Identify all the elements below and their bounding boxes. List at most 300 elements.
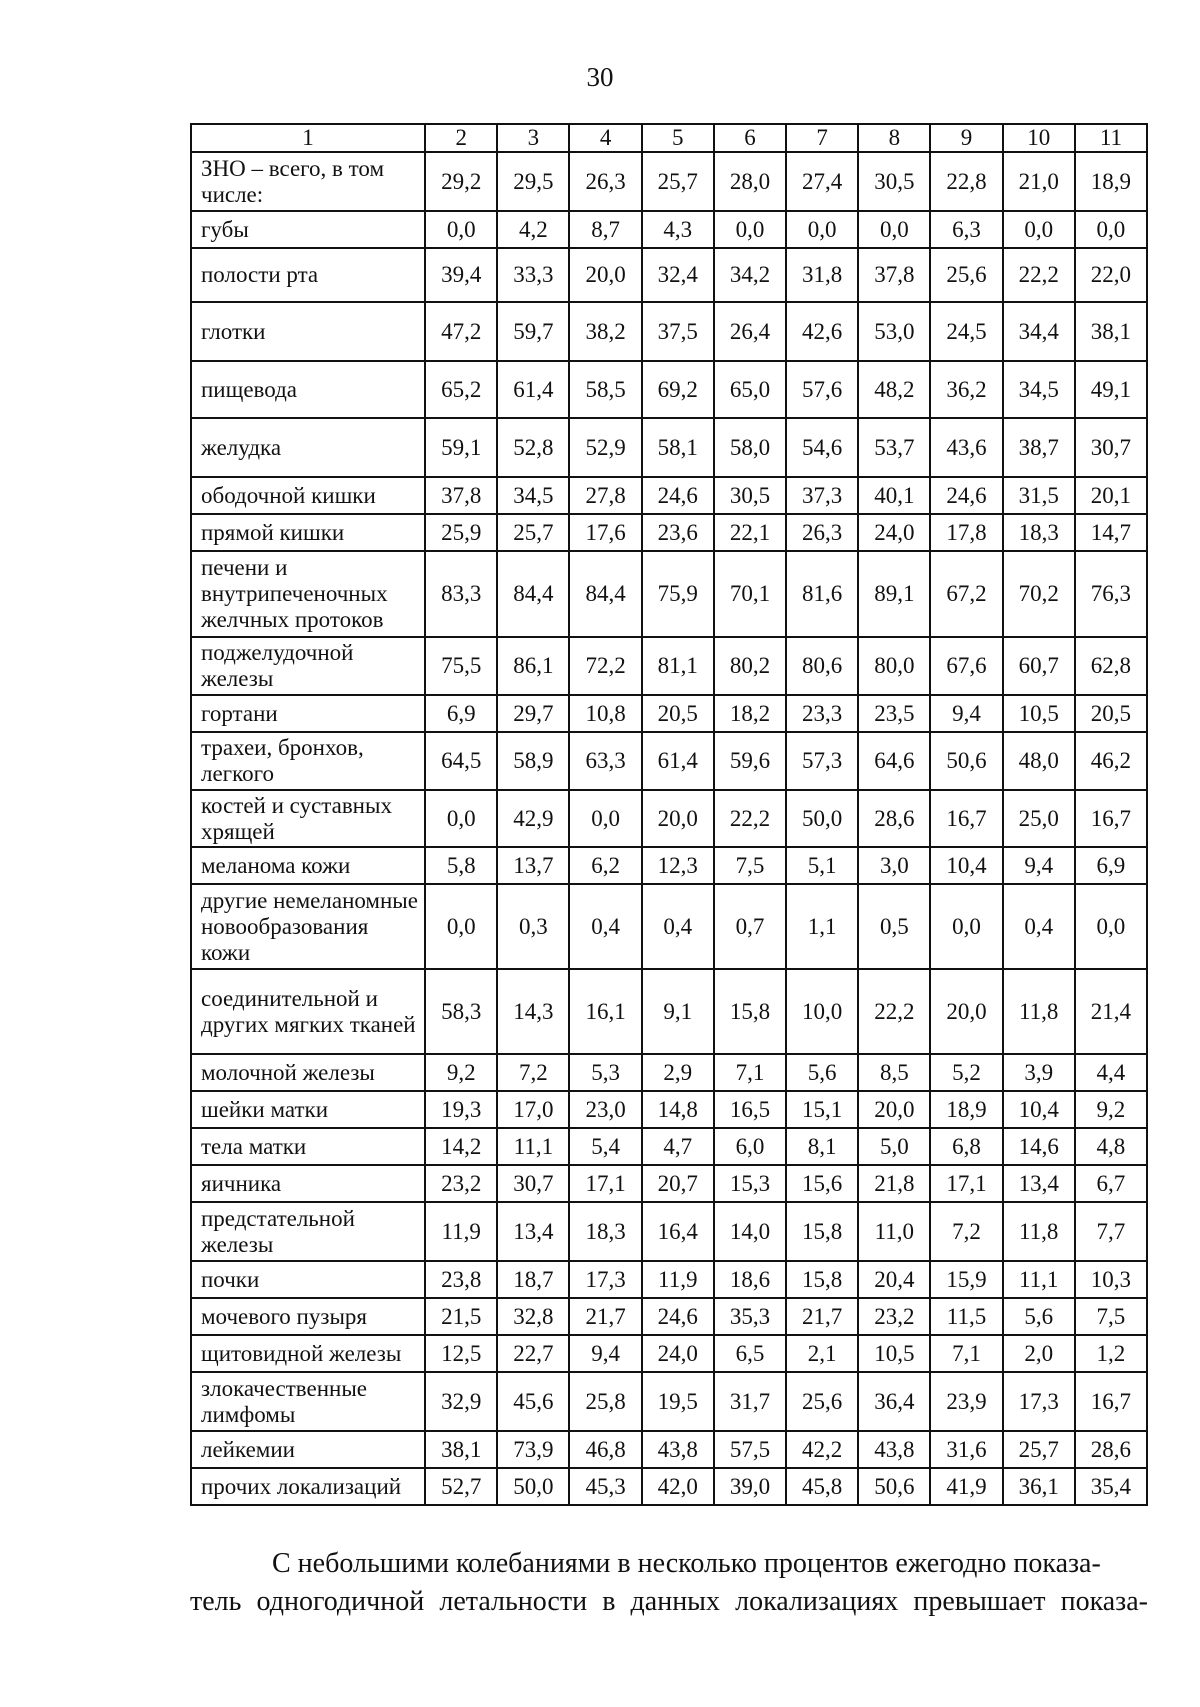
table-cell: 11,5 [930,1298,1002,1335]
table-cell: 24,6 [642,477,714,514]
table-cell: 12,5 [425,1335,497,1372]
table-row [191,847,1147,884]
table-cell: 83,3 [425,551,497,637]
table-cell: 28,0 [714,152,786,211]
table-cell: 18,3 [569,1202,641,1261]
table-cell: 17,1 [930,1165,1002,1202]
paragraph-line-1: С небольшими колебаниями в несколько процентов ежегодно показа- [272,1548,1101,1579]
row-label: щитовидной железы [191,1335,425,1372]
table-cell: 22,2 [714,790,786,847]
table-row [191,1091,1147,1128]
table-cell: 3,0 [858,847,930,884]
table-cell: 24,0 [858,514,930,551]
table-cell: 0,4 [642,884,714,969]
table-cell: 10,0 [786,969,858,1054]
table-row [191,695,1147,732]
table-cell: 9,4 [1003,847,1075,884]
table-cell: 19,3 [425,1091,497,1128]
table-cell: 15,8 [786,1202,858,1261]
table-cell: 23,9 [930,1372,1002,1431]
table-cell: 45,6 [497,1372,569,1431]
table-cell: 80,2 [714,637,786,695]
table-cell: 75,9 [642,551,714,637]
table-cell: 64,6 [858,732,930,790]
table-cell: 23,2 [858,1298,930,1335]
row-label: другие немеланомные новообразования кожи [191,884,425,969]
table-cell: 27,8 [569,477,641,514]
row-label: полости рта [191,248,425,302]
table-cell: 58,0 [714,418,786,477]
table-cell: 22,1 [714,514,786,551]
table-cell: 18,9 [930,1091,1002,1128]
table-cell: 0,0 [930,884,1002,969]
table-row [191,248,1147,302]
table-cell: 25,7 [497,514,569,551]
table-cell: 49,1 [1075,361,1147,418]
table-cell: 45,8 [786,1468,858,1505]
row-label: ЗНО – всего, в том числе: [191,152,425,211]
table-cell: 14,0 [714,1202,786,1261]
table-cell: 16,7 [1075,1372,1147,1431]
table-cell: 7,5 [1075,1298,1147,1335]
table-cell: 48,0 [1003,732,1075,790]
table-cell: 22,2 [1003,248,1075,302]
table-cell: 20,0 [642,790,714,847]
row-label: пищевода [191,361,425,418]
table-cell: 58,9 [497,732,569,790]
table-cell: 23,2 [425,1165,497,1202]
table-cell: 21,0 [1003,152,1075,211]
table-cell: 0,0 [1003,211,1075,248]
table-cell: 48,2 [858,361,930,418]
table-cell: 6,5 [714,1335,786,1372]
table-cell: 38,7 [1003,418,1075,477]
table-cell: 45,3 [569,1468,641,1505]
table-cell: 7,2 [497,1054,569,1091]
table-row [191,1431,1147,1468]
mortality-table [190,123,1148,1506]
table-row [191,969,1147,1054]
table-cell: 50,0 [786,790,858,847]
table-cell: 0,7 [714,884,786,969]
table-cell: 0,5 [858,884,930,969]
table-row [191,637,1147,695]
table-cell: 80,0 [858,637,930,695]
table-cell: 0,4 [1003,884,1075,969]
table-cell: 31,5 [1003,477,1075,514]
table-cell: 62,8 [1075,637,1147,695]
table-cell: 10,5 [1003,695,1075,732]
table-cell: 36,1 [1003,1468,1075,1505]
table-cell: 18,9 [1075,152,1147,211]
table-cell: 15,8 [786,1261,858,1298]
table-cell: 15,3 [714,1165,786,1202]
table-cell: 46,8 [569,1431,641,1468]
row-label: глотки [191,302,425,361]
table-cell: 10,3 [1075,1261,1147,1298]
table-cell: 21,8 [858,1165,930,1202]
table-cell: 9,4 [569,1335,641,1372]
table-cell: 4,8 [1075,1128,1147,1165]
table-cell: 39,4 [425,248,497,302]
table-cell: 65,2 [425,361,497,418]
table-cell: 12,3 [642,847,714,884]
table-cell: 20,5 [642,695,714,732]
table-row [191,514,1147,551]
table-cell: 18,2 [714,695,786,732]
table-cell: 25,0 [1003,790,1075,847]
table-cell: 10,8 [569,695,641,732]
table-cell: 89,1 [858,551,930,637]
row-label: гортани [191,695,425,732]
table-row [191,1165,1147,1202]
table-cell: 7,1 [714,1054,786,1091]
column-number: 7 [786,124,858,152]
row-label: мочевого пузыря [191,1298,425,1335]
table-cell: 6,7 [1075,1165,1147,1202]
table-cell: 19,5 [642,1372,714,1431]
table-cell: 23,0 [569,1091,641,1128]
table-cell: 4,7 [642,1128,714,1165]
table-cell: 50,0 [497,1468,569,1505]
table-cell: 42,9 [497,790,569,847]
table-cell: 25,7 [642,152,714,211]
table-cell: 5,8 [425,847,497,884]
table-cell: 0,0 [714,211,786,248]
table-cell: 59,7 [497,302,569,361]
table-cell: 14,3 [497,969,569,1054]
table-cell: 30,7 [1075,418,1147,477]
table-cell: 30,7 [497,1165,569,1202]
table-cell: 58,3 [425,969,497,1054]
table-cell: 38,2 [569,302,641,361]
table-cell: 59,1 [425,418,497,477]
table-cell: 0,3 [497,884,569,969]
table-cell: 35,3 [714,1298,786,1335]
table-cell: 16,7 [1075,790,1147,847]
table-cell: 52,8 [497,418,569,477]
column-number: 9 [930,124,1002,152]
table-cell: 84,4 [569,551,641,637]
table-cell: 81,6 [786,551,858,637]
table-cell: 10,4 [1003,1091,1075,1128]
table-cell: 24,6 [930,477,1002,514]
column-number: 10 [1003,124,1075,152]
table-cell: 37,8 [425,477,497,514]
table-cell: 50,6 [930,732,1002,790]
row-label: предстательной железы [191,1202,425,1261]
row-label: прочих локализаций [191,1468,425,1505]
table-cell: 24,5 [930,302,1002,361]
table-cell: 52,7 [425,1468,497,1505]
table-cell: 9,2 [425,1054,497,1091]
table-cell: 58,1 [642,418,714,477]
table-cell: 37,8 [858,248,930,302]
row-label: желудка [191,418,425,477]
table-row [191,1128,1147,1165]
table-cell: 22,2 [858,969,930,1054]
table-row [191,1468,1147,1505]
column-number: 11 [1075,124,1147,152]
table-cell: 17,1 [569,1165,641,1202]
table-cell: 5,0 [858,1128,930,1165]
row-label: трахеи, бронхов, легкого [191,732,425,790]
table-cell: 64,5 [425,732,497,790]
table-cell: 47,2 [425,302,497,361]
table-cell: 11,9 [425,1202,497,1261]
table-cell: 16,5 [714,1091,786,1128]
table-cell: 81,1 [642,637,714,695]
column-number: 3 [497,124,569,152]
row-label: соединительной и других мягких тканей [191,969,425,1054]
table-cell: 0,0 [786,211,858,248]
table-cell: 8,1 [786,1128,858,1165]
table-body [191,152,1147,1505]
table-cell: 16,1 [569,969,641,1054]
table-cell: 33,3 [497,248,569,302]
table-cell: 15,9 [930,1261,1002,1298]
table-cell: 32,8 [497,1298,569,1335]
column-number: 8 [858,124,930,152]
table-cell: 30,5 [858,152,930,211]
table-cell: 20,1 [1075,477,1147,514]
table-cell: 0,0 [425,884,497,969]
row-label: поджелудочной железы [191,637,425,695]
table-cell: 4,4 [1075,1054,1147,1091]
table-cell: 76,3 [1075,551,1147,637]
table-cell: 20,0 [858,1091,930,1128]
table-cell: 0,0 [1075,884,1147,969]
table-cell: 21,4 [1075,969,1147,1054]
table-row [191,302,1147,361]
table-cell: 57,3 [786,732,858,790]
table-cell: 11,8 [1003,969,1075,1054]
table-cell: 53,0 [858,302,930,361]
table-cell: 0,0 [425,211,497,248]
table-cell: 14,8 [642,1091,714,1128]
table-cell: 14,7 [1075,514,1147,551]
table-cell: 9,2 [1075,1091,1147,1128]
row-label: яичника [191,1165,425,1202]
table-cell: 32,4 [642,248,714,302]
table-cell: 0,0 [425,790,497,847]
table-cell: 14,2 [425,1128,497,1165]
table-cell: 27,4 [786,152,858,211]
table-cell: 18,3 [1003,514,1075,551]
table-cell: 67,6 [930,637,1002,695]
table-row [191,1298,1147,1335]
table-cell: 34,5 [1003,361,1075,418]
table-row [191,1202,1147,1261]
table-cell: 18,7 [497,1261,569,1298]
table-cell: 32,9 [425,1372,497,1431]
table-cell: 25,7 [1003,1431,1075,1468]
table-cell: 41,9 [930,1468,1002,1505]
table-cell: 26,3 [569,152,641,211]
table-cell: 0,0 [569,790,641,847]
table-cell: 84,4 [497,551,569,637]
table-cell: 0,0 [1075,211,1147,248]
row-label: костей и суставных хрящей [191,790,425,847]
table-cell: 13,7 [497,847,569,884]
column-number: 4 [569,124,641,152]
table-cell: 28,6 [1075,1431,1147,1468]
table-cell: 26,3 [786,514,858,551]
row-label: почки [191,1261,425,1298]
table-row [191,477,1147,514]
row-label: печени и внутрипеченочных желчных протоков [191,551,425,637]
table-cell: 72,2 [569,637,641,695]
table-cell: 4,3 [642,211,714,248]
table-cell: 63,3 [569,732,641,790]
table-cell: 20,0 [930,969,1002,1054]
table-cell: 22,8 [930,152,1002,211]
table-cell: 1,2 [1075,1335,1147,1372]
table-cell: 22,0 [1075,248,1147,302]
table-cell: 0,0 [858,211,930,248]
table-cell: 38,1 [1075,302,1147,361]
table-cell: 16,4 [642,1202,714,1261]
table-cell: 5,1 [786,847,858,884]
table-cell: 21,7 [786,1298,858,1335]
table-cell: 8,5 [858,1054,930,1091]
table-header-row [191,124,1147,152]
table-cell: 10,4 [930,847,1002,884]
table-cell: 24,0 [642,1335,714,1372]
table-row [191,152,1147,211]
table-cell: 57,5 [714,1431,786,1468]
table-cell: 11,8 [1003,1202,1075,1261]
table-row [191,1372,1147,1431]
row-label: меланома кожи [191,847,425,884]
table-cell: 29,2 [425,152,497,211]
table-cell: 15,8 [714,969,786,1054]
table-cell: 7,2 [930,1202,1002,1261]
row-label: лейкемии [191,1431,425,1468]
table-cell: 7,1 [930,1335,1002,1372]
table-cell: 57,6 [786,361,858,418]
table-cell: 6,0 [714,1128,786,1165]
table-cell: 5,3 [569,1054,641,1091]
table-cell: 69,2 [642,361,714,418]
table-row [191,211,1147,248]
table-cell: 67,2 [930,551,1002,637]
table-cell: 17,3 [569,1261,641,1298]
table-cell: 75,5 [425,637,497,695]
table-cell: 14,6 [1003,1128,1075,1165]
row-label: губы [191,211,425,248]
table-cell: 6,3 [930,211,1002,248]
table-cell: 39,0 [714,1468,786,1505]
table-cell: 42,2 [786,1431,858,1468]
table-cell: 0,4 [569,884,641,969]
table-cell: 7,5 [714,847,786,884]
table-cell: 35,4 [1075,1468,1147,1505]
table-cell: 23,6 [642,514,714,551]
table-cell: 25,9 [425,514,497,551]
table-cell: 10,5 [858,1335,930,1372]
table-cell: 31,7 [714,1372,786,1431]
table-cell: 50,6 [858,1468,930,1505]
table-cell: 5,6 [1003,1298,1075,1335]
table-cell: 43,8 [642,1431,714,1468]
body-paragraph [190,1545,1148,1621]
table-cell: 34,5 [497,477,569,514]
table-cell: 6,2 [569,847,641,884]
table-cell: 11,9 [642,1261,714,1298]
table-cell: 11,0 [858,1202,930,1261]
table-cell: 29,5 [497,152,569,211]
column-number: 6 [714,124,786,152]
table-cell: 23,3 [786,695,858,732]
table-cell: 7,7 [1075,1202,1147,1261]
table-cell: 20,4 [858,1261,930,1298]
table-cell: 46,2 [1075,732,1147,790]
page-number: 30 [586,62,614,92]
table-cell: 60,7 [1003,637,1075,695]
table-cell: 61,4 [497,361,569,418]
table-row [191,418,1147,477]
table-row [191,732,1147,790]
table-cell: 59,6 [714,732,786,790]
table-cell: 1,1 [786,884,858,969]
table-cell: 86,1 [497,637,569,695]
row-label: прямой кишки [191,514,425,551]
table-cell: 42,0 [642,1468,714,1505]
table-cell: 31,6 [930,1431,1002,1468]
table-cell: 2,9 [642,1054,714,1091]
table-cell: 25,6 [786,1372,858,1431]
table-cell: 2,0 [1003,1335,1075,1372]
table-row [191,790,1147,847]
table-cell: 54,6 [786,418,858,477]
table-cell: 6,8 [930,1128,1002,1165]
table-cell: 20,0 [569,248,641,302]
column-number: 2 [425,124,497,152]
table-cell: 23,5 [858,695,930,732]
table-cell: 73,9 [497,1431,569,1468]
table-cell: 58,5 [569,361,641,418]
table-cell: 61,4 [642,732,714,790]
table-cell: 80,6 [786,637,858,695]
table-cell: 28,6 [858,790,930,847]
table-row [191,884,1147,969]
table-cell: 5,6 [786,1054,858,1091]
table-cell: 4,2 [497,211,569,248]
table-cell: 29,7 [497,695,569,732]
table-cell: 38,1 [425,1431,497,1468]
table-cell: 43,6 [930,418,1002,477]
column-number: 1 [191,124,425,152]
table-cell: 34,2 [714,248,786,302]
table-cell: 6,9 [1075,847,1147,884]
table-cell: 70,2 [1003,551,1075,637]
paragraph-line-2: тель одногодичной летальности в данных локализациях превышает показа- [190,1586,1148,1617]
table-cell: 15,6 [786,1165,858,1202]
table-cell: 43,8 [858,1431,930,1468]
table-cell: 24,6 [642,1298,714,1335]
table-cell: 18,6 [714,1261,786,1298]
table-cell: 17,3 [1003,1372,1075,1431]
table-cell: 30,5 [714,477,786,514]
table-cell: 65,0 [714,361,786,418]
table-cell: 40,1 [858,477,930,514]
table-cell: 26,4 [714,302,786,361]
table-cell: 37,3 [786,477,858,514]
table-cell: 17,0 [497,1091,569,1128]
table-row [191,1261,1147,1298]
table-row [191,551,1147,637]
